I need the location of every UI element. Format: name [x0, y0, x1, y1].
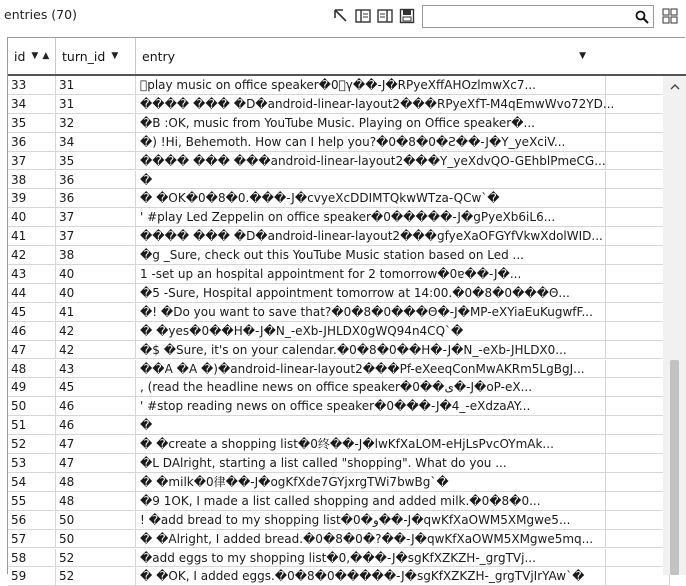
resize-icon[interactable]: [330, 5, 352, 27]
cell-entry[interactable]: �: [136, 171, 606, 189]
cell-empty: [606, 567, 670, 585]
chevron-down-icon[interactable]: ▼: [579, 51, 586, 61]
cell-empty: [606, 341, 670, 359]
cell-id[interactable]: 45: [8, 303, 56, 321]
search-icon[interactable]: [633, 8, 651, 26]
cell-entry[interactable]: , (read the headline news on office speaker�0��ی�-J�oP-eX...: [136, 378, 606, 396]
cell-turn-id[interactable]: 52: [56, 567, 136, 585]
cell-id[interactable]: 51: [8, 416, 56, 434]
cell-empty: [606, 360, 670, 378]
table-row[interactable]: [8, 284, 670, 303]
cell-turn-id[interactable]: 35: [56, 152, 136, 170]
cell-turn-id[interactable]: 48: [56, 492, 136, 510]
cell-id[interactable]: 50: [8, 397, 56, 415]
cell-entry[interactable]: �$ �Sure, it's on your calendar.�0�8�0��H�-J�N_-eXb-JHLDX0...: [136, 341, 606, 359]
cell-turn-id[interactable]: 36: [56, 171, 136, 189]
cell-entry[interactable]: � �OK�0�8�0.���-J�cvyeXcDDIMTQkwWTza-QCw`�: [136, 189, 606, 207]
column-header-label: id: [14, 48, 26, 64]
cell-id[interactable]: 33: [8, 76, 56, 94]
cell-entry[interactable]: �g _Sure, check out this YouTube Music station based on Led ...: [136, 246, 606, 264]
cell-empty: [606, 95, 670, 113]
cell-turn-id[interactable]: 40: [56, 284, 136, 302]
cell-id[interactable]: 46: [8, 322, 56, 340]
cell-turn-id[interactable]: 31: [56, 76, 136, 94]
cell-turn-id[interactable]: 36: [56, 189, 136, 207]
cell-entry[interactable]: �B :OK, music from YouTube Music. Playing on Office speaker�...: [136, 114, 606, 132]
cell-entry[interactable]: � �milk�0律��-J�ogKfXde7GYjxrgTWi7bwBg`�: [136, 473, 606, 491]
cell-id[interactable]: 41: [8, 227, 56, 245]
cell-id[interactable]: 57: [8, 530, 56, 548]
cell-id[interactable]: 54: [8, 473, 56, 491]
cell-turn-id[interactable]: 46: [56, 416, 136, 434]
cell-empty: [606, 171, 670, 189]
cell-id[interactable]: 37: [8, 152, 56, 170]
cell-id[interactable]: 44: [8, 284, 56, 302]
cell-empty: [606, 397, 670, 415]
cell-entry[interactable]: 1 -set up an hospital appointment for 2 tomorrow�0ɐ��-J�...: [136, 265, 606, 283]
table-row[interactable]: [8, 246, 670, 265]
cell-entry[interactable]: �L DAlright, starting a list called "shopping". What do you ...: [136, 454, 606, 472]
cell-id[interactable]: 40: [8, 208, 56, 226]
cell-id[interactable]: 38: [8, 171, 56, 189]
panel-left-icon[interactable]: [352, 5, 374, 27]
cell-empty: [606, 114, 670, 132]
cell-turn-id[interactable]: 47: [56, 435, 136, 453]
cell-empty: [606, 76, 670, 94]
column-header-label: entry: [142, 48, 176, 64]
cell-empty: [606, 284, 670, 302]
cell-turn-id[interactable]: 38: [56, 246, 136, 264]
table-row[interactable]: [8, 208, 670, 227]
scrollbar-thumb[interactable]: [670, 360, 679, 575]
table-row[interactable]: [8, 341, 670, 360]
column-settings-icon[interactable]: [659, 5, 681, 27]
table-row[interactable]: [8, 511, 670, 530]
chevron-down-icon[interactable]: ▼: [111, 51, 119, 61]
table-header: [8, 38, 686, 76]
cell-entry[interactable]: ���� ��� �D�android-linear-layout2���RPyeXfT-M4qEmwWvo72YD...: [136, 95, 606, 113]
table-title: entries (70): [4, 7, 77, 22]
cell-empty: [606, 473, 670, 491]
cell-turn-id[interactable]: 42: [56, 322, 136, 340]
cell-turn-id[interactable]: 47: [56, 454, 136, 472]
cell-empty: [606, 549, 670, 567]
table-row[interactable]: [8, 454, 670, 473]
vertical-scrollbar[interactable]: [663, 76, 686, 575]
table-row[interactable]: [8, 360, 670, 379]
cell-turn-id[interactable]: 45: [56, 378, 136, 396]
column-header-entry[interactable]: [136, 38, 606, 74]
scroll-up-icon[interactable]: [663, 80, 686, 94]
cell-id[interactable]: 35: [8, 114, 56, 132]
cell-id[interactable]: 47: [8, 341, 56, 359]
cell-turn-id[interactable]: 40: [56, 265, 136, 283]
cell-entry[interactable]: �9 1OK, I made a list called shopping and added milk.�0�8�0...: [136, 492, 606, 510]
table-row[interactable]: [8, 530, 670, 549]
cell-empty: [606, 492, 670, 510]
sort-ascending-icon[interactable]: ▲: [42, 51, 50, 61]
table-row[interactable]: [8, 265, 670, 284]
cell-empty: [606, 189, 670, 207]
cell-turn-id[interactable]: 37: [56, 227, 136, 245]
cell-empty: [606, 378, 670, 396]
cell-turn-id[interactable]: 50: [56, 511, 136, 529]
cell-entry[interactable]:  play music on office speaker�0 γ��-J�RPyeXffAHOzlmwXc7...: [136, 76, 606, 94]
cell-entry[interactable]: ' #play Led Zeppelin on office speaker�0�����-J�gPyeXb6iL6...: [136, 208, 606, 226]
cell-entry[interactable]: � �OK, I added eggs.�0�8�0�����-J�sgKfXZKZH-_grgTVjIrYAw`�: [136, 567, 606, 585]
cell-entry[interactable]: �: [136, 416, 606, 434]
cell-id[interactable]: 59: [8, 567, 56, 585]
cell-turn-id[interactable]: 43: [56, 360, 136, 378]
cell-entry[interactable]: ���� ��� ���android-linear-layout2���Y_yeXdvQO-GEhblPmeCG...: [136, 152, 606, 170]
column-header-label: turn_id: [62, 48, 106, 64]
cell-turn-id[interactable]: 31: [56, 95, 136, 113]
cell-turn-id[interactable]: 41: [56, 303, 136, 321]
cell-empty: [606, 530, 670, 548]
panel-right-icon[interactable]: [374, 5, 396, 27]
chevron-down-icon[interactable]: ▼: [31, 51, 39, 61]
cell-turn-id[interactable]: 34: [56, 133, 136, 151]
cell-entry[interactable]: � �yes�0��H�-J�N_-eXb-JHLDX0gWQ94n4CQ`�: [136, 322, 606, 340]
entries-table: [7, 37, 685, 584]
table-row[interactable]: [8, 95, 670, 114]
cell-entry[interactable]: � �Alright, I added bread.�0�8�0�?��-J�qwKfXaOWM5XMgwe5mq...: [136, 530, 606, 548]
cell-empty: [606, 435, 670, 453]
cell-id[interactable]: 55: [8, 492, 56, 510]
cell-id[interactable]: 34: [8, 95, 56, 113]
cell-entry[interactable]: �5 -Sure, Hospital appointment tomorrow at 14:00.�0�8�0���Θ...: [136, 284, 606, 302]
cell-id[interactable]: 48: [8, 360, 56, 378]
cell-turn-id[interactable]: 46: [56, 397, 136, 415]
cell-empty: [606, 265, 670, 283]
table-row[interactable]: [8, 133, 670, 152]
cell-empty: [606, 416, 670, 434]
cell-id[interactable]: 53: [8, 454, 56, 472]
cell-entry[interactable]: � �create a shopping list�0终��-J�lwKfXaLOM-eHjLsPvcOYmAk...: [136, 435, 606, 453]
cell-id[interactable]: 49: [8, 378, 56, 396]
table-row[interactable]: [8, 76, 670, 95]
cell-entry[interactable]: �! �Do you want to save that?�0�8�0���Θ�-J�MP-eXYiaEuKugwfF...: [136, 303, 606, 321]
cell-empty: [606, 152, 670, 170]
table-row[interactable]: [8, 492, 670, 511]
search-input[interactable]: [425, 7, 633, 26]
cell-empty: [606, 303, 670, 321]
cell-entry[interactable]: ���� ��� �D�android-linear-layout2���gfyeXaOFGYfVkwXdolWID...: [136, 227, 606, 245]
cell-entry[interactable]: ' #stop reading news on office speaker�0��̷�-J�4_-eXdzaAY...: [136, 397, 606, 415]
table-row[interactable]: [8, 435, 670, 454]
cell-turn-id[interactable]: 50: [56, 530, 136, 548]
cell-id[interactable]: 43: [8, 265, 56, 283]
cell-turn-id[interactable]: 32: [56, 114, 136, 132]
table-row[interactable]: [8, 171, 670, 190]
table-row[interactable]: [8, 114, 670, 133]
table-row[interactable]: [8, 303, 670, 322]
search-field[interactable]: [422, 5, 654, 28]
column-header-turn-id[interactable]: [56, 38, 136, 74]
cell-empty: [606, 511, 670, 529]
cell-entry[interactable]: ! �add bread to my shopping list�0�و��-J�qwKfXaOWM5XMgwe5...: [136, 511, 606, 529]
save-icon[interactable]: [396, 5, 418, 27]
cell-id[interactable]: 58: [8, 549, 56, 567]
cell-entry[interactable]: �add eggs to my shopping list�0,���-J�sgKfXZKZH-_grgTVj...: [136, 549, 606, 567]
table-row[interactable]: [8, 322, 670, 341]
cell-empty: [606, 322, 670, 340]
cell-entry[interactable]: �) !Hi, Behemoth. How can I help you?�0�8�0�Ƨ��-J�Y_yeXciV...: [136, 133, 606, 151]
column-header-id[interactable]: [8, 38, 56, 74]
table-row[interactable]: [8, 227, 670, 246]
cell-id[interactable]: 56: [8, 511, 56, 529]
cell-empty: [606, 454, 670, 472]
table-row[interactable]: [8, 416, 670, 435]
cell-turn-id[interactable]: 52: [56, 549, 136, 567]
table-row[interactable]: [8, 549, 670, 568]
cell-empty: [606, 208, 670, 226]
cell-id[interactable]: 42: [8, 246, 56, 264]
cell-empty: [606, 227, 670, 245]
cell-empty: [606, 133, 670, 151]
table-row[interactable]: [8, 152, 670, 171]
table-row[interactable]: [8, 378, 670, 397]
cell-turn-id[interactable]: 42: [56, 341, 136, 359]
table-row[interactable]: [8, 473, 670, 492]
cell-entry[interactable]: ��A �A �)�android-linear-layout2���Pf-eXeeqConMwAKRm5LgBgJ...: [136, 360, 606, 378]
table-row[interactable]: [8, 397, 670, 416]
table-row[interactable]: [8, 189, 670, 208]
table-row[interactable]: [8, 567, 670, 586]
cell-id[interactable]: 39: [8, 189, 56, 207]
cell-turn-id[interactable]: 37: [56, 208, 136, 226]
cell-id[interactable]: 36: [8, 133, 56, 151]
toolbar: [0, 0, 685, 32]
cell-empty: [606, 246, 670, 264]
cell-id[interactable]: 52: [8, 435, 56, 453]
cell-turn-id[interactable]: 48: [56, 473, 136, 491]
